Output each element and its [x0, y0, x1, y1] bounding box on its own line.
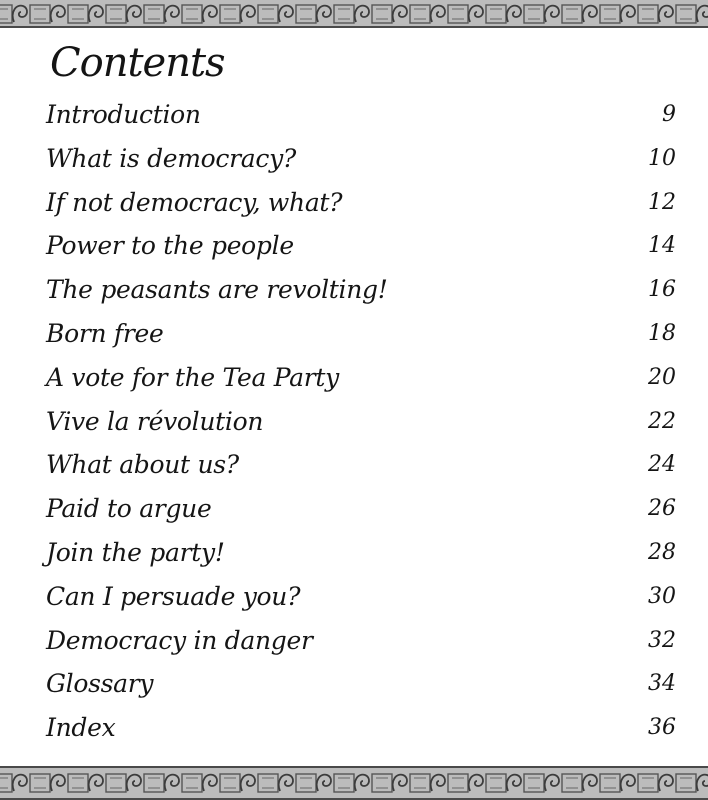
toc-entry-page: 36: [648, 715, 676, 741]
toc-entry-page: 28: [648, 539, 676, 565]
toc-entry-page: 18: [648, 320, 676, 346]
toc-entry-title: Born free: [46, 318, 164, 348]
toc-entry-title: Democracy in danger: [46, 625, 313, 655]
toc-entry[interactable]: [46, 665, 676, 709]
decorative-border-top: [0, 0, 708, 28]
toc-entry[interactable]: [46, 622, 676, 666]
toc-entry-title: Introduction: [46, 100, 201, 129]
toc-entry-page: 32: [648, 627, 676, 653]
scroll-pattern-bottom: [0, 768, 708, 798]
toc-entry[interactable]: [46, 96, 676, 140]
toc-entry-title: Power to the people: [46, 231, 294, 261]
toc-entry[interactable]: [46, 227, 676, 271]
toc-entry-page: 26: [648, 496, 676, 522]
toc-entry-title: Paid to argue: [46, 494, 212, 524]
toc-entry[interactable]: [46, 359, 676, 403]
toc-entry-title: Join the party!: [46, 537, 225, 567]
toc-entry[interactable]: [46, 446, 676, 490]
toc-entry-page: 12: [648, 189, 676, 215]
toc-entry[interactable]: [46, 534, 676, 578]
page-title: Contents: [50, 40, 225, 86]
toc-entry[interactable]: [46, 184, 676, 228]
toc-entry-page: 24: [648, 452, 676, 478]
table-of-contents: [46, 96, 676, 753]
toc-entry-title: The peasants are revolting!: [46, 275, 388, 305]
toc-entry[interactable]: [46, 271, 676, 315]
toc-entry-page: 22: [648, 408, 676, 434]
toc-entry[interactable]: [46, 403, 676, 447]
toc-entry-page: 34: [648, 671, 676, 697]
toc-entry[interactable]: [46, 578, 676, 622]
toc-entry-page: 30: [648, 583, 676, 609]
toc-entry-page: 9: [662, 102, 676, 127]
toc-entry-title: Index: [46, 713, 116, 743]
toc-entry-title: A vote for the Tea Party: [46, 362, 339, 392]
toc-entry-title: Vive la révolution: [46, 406, 264, 436]
toc-entry[interactable]: [46, 140, 676, 184]
toc-entry-title: Glossary: [46, 669, 154, 699]
toc-entry-title: What is democracy?: [46, 143, 297, 173]
toc-entry[interactable]: [46, 709, 676, 753]
toc-entry-title: What about us?: [46, 450, 239, 480]
toc-entry-title: Can I persuade you?: [46, 581, 301, 611]
toc-entry-page: 10: [648, 145, 676, 171]
toc-entry[interactable]: [46, 315, 676, 359]
toc-entry-page: 20: [648, 364, 676, 390]
toc-entry-title: If not democracy, what?: [46, 187, 343, 217]
toc-entry[interactable]: [46, 490, 676, 534]
scroll-pattern-top: [0, 0, 708, 28]
decorative-border-bottom: [0, 766, 708, 800]
toc-entry-page: 16: [648, 277, 676, 303]
toc-entry-page: 14: [648, 233, 676, 259]
